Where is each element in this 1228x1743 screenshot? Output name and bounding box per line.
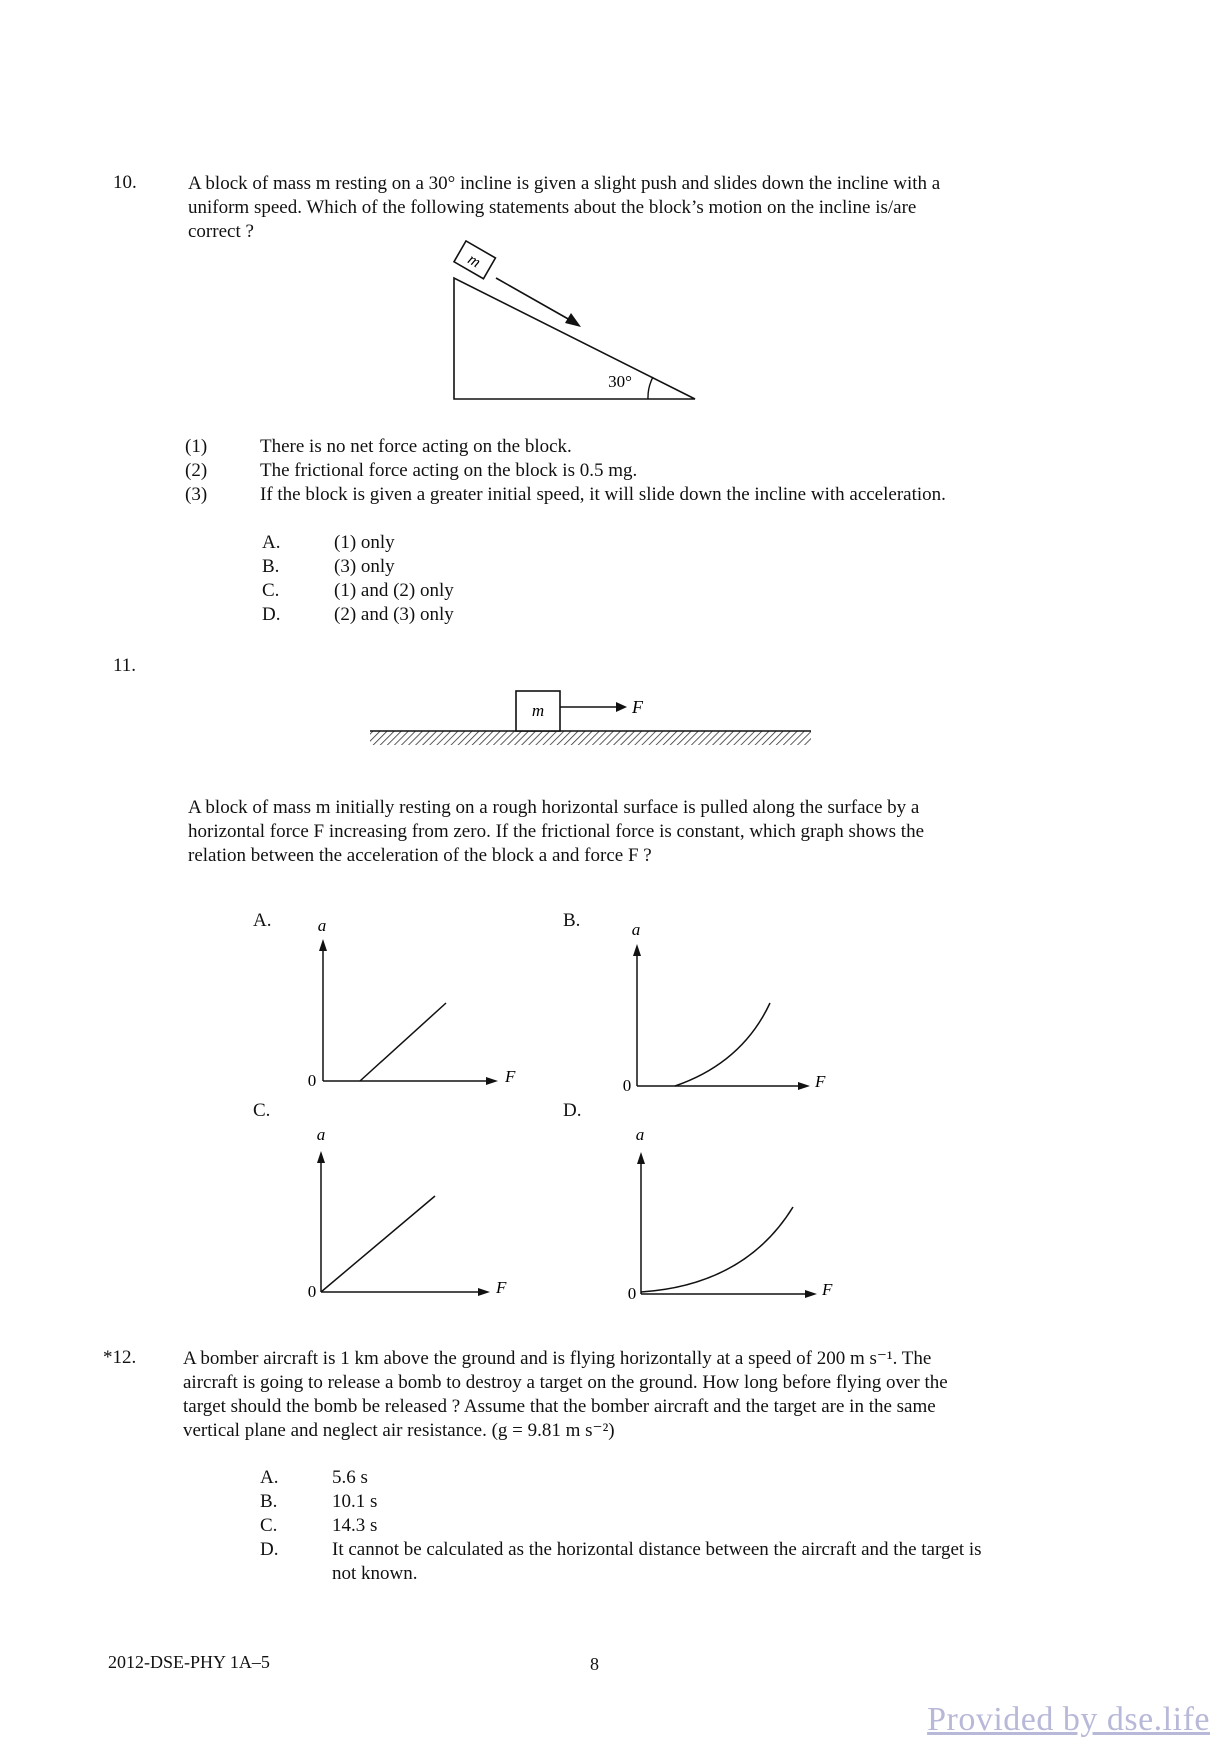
graph-b-label[interactable]: B. [563, 910, 581, 931]
incline-block-mass-label: m [464, 250, 484, 272]
incline-diagram [440, 240, 700, 410]
q12-stem-line3: target should the bomb be released ? Assume that the bomber aircraft and the target are in the same [183, 1396, 936, 1417]
force-label: F [632, 697, 643, 717]
graph-c[interactable] [300, 1125, 520, 1305]
graph-b-y-arrowhead [633, 944, 641, 956]
graph-d-x-arrowhead [805, 1290, 817, 1298]
q10-stem [188, 172, 1054, 244]
q10-statement [185, 436, 1045, 460]
q12-stem-line4: vertical plane and neglect air resistance. (g = 9.81 m s⁻²) [183, 1420, 615, 1441]
incline-triangle [454, 278, 695, 399]
graph-d-label[interactable]: D. [563, 1100, 582, 1121]
graph-c-x-label: F [496, 1278, 507, 1297]
option-text: (3) only [334, 556, 395, 577]
graph-c-label[interactable]: C. [253, 1100, 271, 1121]
graph-a[interactable] [300, 915, 520, 1095]
pulled-block-diagram [368, 686, 823, 756]
option-text: (1) only [334, 532, 395, 553]
option-label: B. [260, 1491, 278, 1512]
q12-stem-line1: A bomber aircraft is 1 km above the ground and is flying horizontally at a speed of 200 m s⁻¹. The [183, 1348, 932, 1369]
graph-d-origin: 0 [627, 1284, 637, 1303]
q11-stem-line1: A block of mass m initially resting on a rough horizontal surface is pulled along the surface by a [188, 797, 920, 818]
option-text-continued: not known. [332, 1563, 418, 1584]
graph-a-curve [360, 1003, 446, 1081]
graph-a-origin: 0 [307, 1071, 317, 1090]
angle-arc [648, 377, 653, 399]
q12-number: *12. [103, 1347, 137, 1368]
option-label: C. [260, 1515, 278, 1536]
q11-number: 11. [113, 655, 137, 676]
graph-a-x-arrowhead [486, 1077, 498, 1085]
graph-c-x-arrowhead [478, 1288, 490, 1296]
graph-b-origin: 0 [622, 1076, 632, 1095]
q12-stem [183, 1347, 1046, 1443]
q12-option-a[interactable] [260, 1467, 1060, 1491]
option-label: C. [262, 580, 280, 601]
q11-stem-line3: relation between the acceleration of the block a and force F ? [188, 845, 652, 866]
graph-c-curve [321, 1196, 435, 1292]
q10-option-a[interactable] [262, 532, 662, 556]
q11-stem [188, 796, 1054, 868]
slide-arrowhead [565, 313, 581, 327]
footer-page-number: 8 [590, 1654, 599, 1674]
footer-paper-code: 2012-DSE-PHY 1A–5 [108, 1652, 270, 1672]
graph-a-y-label: a [317, 916, 327, 935]
watermark-link[interactable]: Provided by dse.life [927, 1701, 1210, 1738]
option-label: A. [262, 532, 281, 553]
graph-b-y-label: a [631, 920, 641, 939]
graph-b-x-label: F [815, 1072, 826, 1091]
rough-surface [370, 731, 811, 745]
q10-stem-line2: uniform speed. Which of the following statements about the block’s motion on the incline is/are [188, 197, 917, 218]
incline-block [454, 241, 495, 279]
option-label: D. [262, 604, 281, 625]
graph-d-x-label: F [822, 1280, 833, 1299]
option-label: B. [262, 556, 280, 577]
q12-option-d[interactable] [260, 1539, 1060, 1587]
force-arrowhead [616, 702, 627, 712]
option-label: A. [260, 1467, 279, 1488]
graph-b-curve [675, 1003, 770, 1086]
option-text: 14.3 s [332, 1515, 378, 1536]
q10-statement [185, 460, 1045, 484]
graph-c-y-label: a [316, 1125, 326, 1144]
graph-b-x-arrowhead [798, 1082, 810, 1090]
q12-option-c[interactable] [260, 1515, 1060, 1539]
graph-c-y-arrowhead [317, 1151, 325, 1163]
option-text: 10.1 s [332, 1491, 378, 1512]
q10-option-d[interactable] [262, 604, 662, 628]
graph-d-y-arrowhead [637, 1152, 645, 1164]
graph-a-x-label: F [505, 1067, 516, 1086]
graph-b[interactable] [610, 915, 840, 1095]
graph-c-origin: 0 [307, 1282, 317, 1301]
q12-option-b[interactable] [260, 1491, 1060, 1515]
statement-label: (1) [185, 436, 208, 457]
q10-number: 10. [113, 172, 137, 193]
graph-a-label[interactable]: A. [253, 910, 272, 931]
q10-option-b[interactable] [262, 556, 662, 580]
q12-stem-line2: aircraft is going to release a bomb to destroy a target on the ground. How long before flying over the [183, 1372, 948, 1393]
graph-d-curve [641, 1207, 793, 1292]
statement-text: There is no net force acting on the block. [260, 436, 572, 457]
q10-option-c[interactable] [262, 580, 662, 604]
q10-stem-line1: A block of mass m resting on a 30° incline is given a slight push and slides down the incline with a [188, 173, 941, 194]
statement-label: (2) [185, 460, 208, 481]
graph-d[interactable] [610, 1125, 840, 1305]
option-label: D. [260, 1539, 279, 1560]
statement-text: The frictional force acting on the block is 0.5 mg. [260, 460, 638, 481]
graph-d-y-label: a [635, 1125, 645, 1144]
surface-block-mass-label: m [531, 701, 545, 720]
q10-statement [185, 484, 1045, 508]
slide-direction-arrow [496, 278, 570, 320]
q10-stem-line3: correct ? [188, 221, 254, 242]
q11-stem-line2: horizontal force F increasing from zero. If the frictional force is constant, which graph shows the [188, 821, 924, 842]
statement-label: (3) [185, 484, 208, 505]
option-text: (1) and (2) only [334, 580, 454, 601]
graph-a-y-arrowhead [319, 939, 327, 951]
option-text: (2) and (3) only [334, 604, 454, 625]
option-text: 5.6 s [332, 1467, 368, 1488]
option-text: It cannot be calculated as the horizontal distance between the aircraft and the target is [332, 1539, 982, 1560]
incline-angle-label: 30° [608, 372, 632, 391]
statement-text: If the block is given a greater initial speed, it will slide down the incline with acceleration. [260, 484, 946, 505]
